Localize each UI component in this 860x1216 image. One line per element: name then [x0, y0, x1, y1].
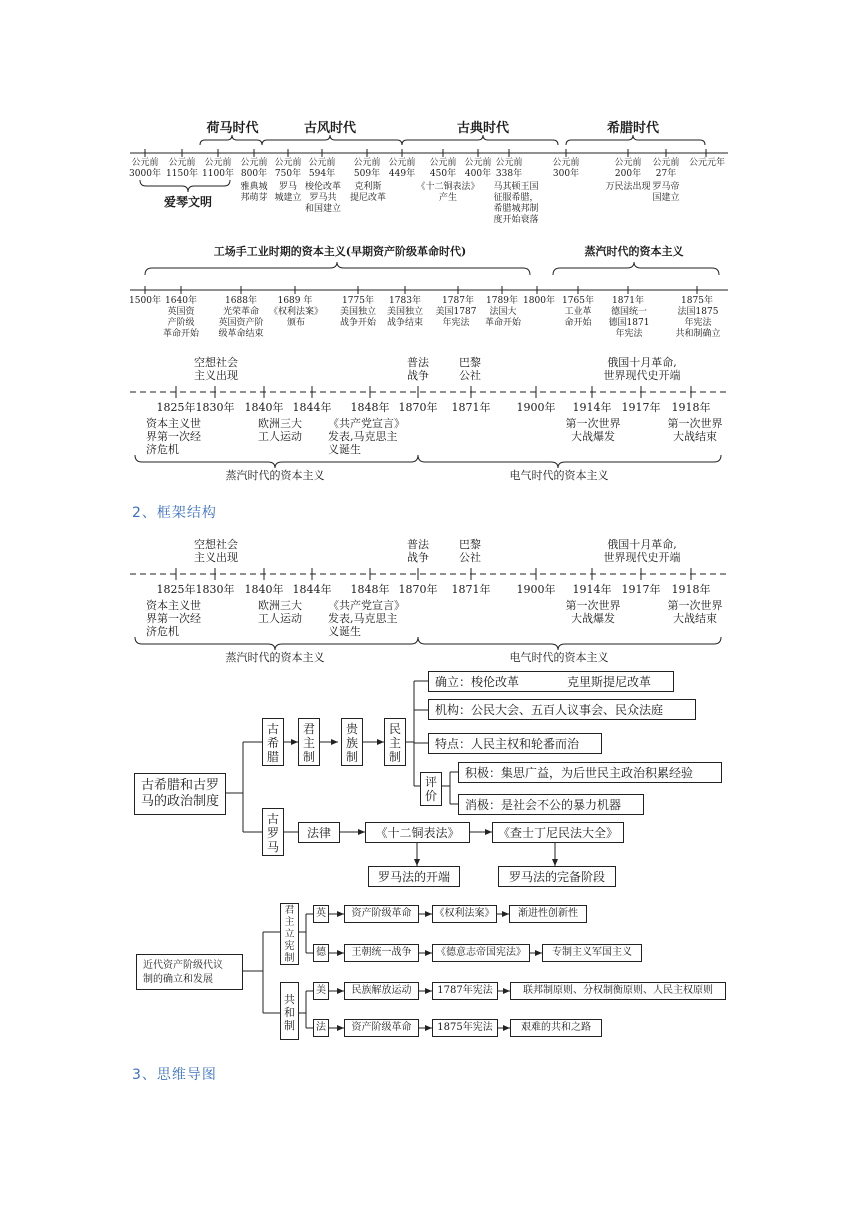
tick-label: 1875年 — [681, 296, 713, 306]
event-note: 美国1787 年宪法 — [435, 307, 477, 328]
country-usa: 美 — [313, 982, 329, 1000]
event-above: 俄国十月革命, 世界现代史开端 — [603, 538, 681, 564]
country-britain: 英 — [313, 905, 329, 923]
tick-label: 1840年 — [244, 583, 284, 596]
event-above: 普法 战争 — [407, 356, 429, 382]
tick-label: 1900年 — [516, 583, 556, 596]
event-node: 王朝统一战争 — [344, 944, 419, 962]
node-justinian-code: 《查士丁尼民法大全》 — [492, 822, 624, 843]
event-note: 工业革 命开始 — [564, 307, 592, 328]
tick-label: 公元前 449年 — [388, 158, 416, 179]
section-heading-mindmap: 3、思维导图 — [132, 1067, 217, 1083]
tick-label: 公元前 1100年 — [202, 158, 234, 179]
section-heading-framework: 2、框架结构 — [132, 505, 217, 521]
tick-label: 1844年 — [292, 401, 332, 414]
node-features: 特点：人民主权和轮番而治 — [428, 733, 602, 754]
result-node: 艰难的共和之路 — [510, 1019, 602, 1037]
tick-label: 1840年 — [244, 401, 284, 414]
tick-label: 1830年 — [195, 583, 235, 596]
event-above: 俄国十月革命, 世界现代史开端 — [603, 356, 681, 382]
node-roman-law-complete: 罗马法的完备阶段 — [498, 866, 616, 887]
result-node: 专制主义军国主义 — [542, 944, 642, 962]
tick-label: 公元前 800年 — [240, 158, 268, 179]
tick-label: 1870年 — [398, 401, 438, 414]
tick-label: 公元前 3000年 — [129, 158, 161, 179]
node-democracy: 民 主 制 — [384, 718, 406, 766]
event-above: 空想社会 主义出现 — [194, 356, 238, 382]
node-negative: 消极：是社会不公的暴力机器 — [458, 794, 644, 815]
node-establish — [428, 671, 674, 692]
event-above: 普法 战争 — [407, 538, 429, 564]
event-node: 资产阶级革命 — [344, 1019, 419, 1037]
tick-label: 公元前 594年 — [308, 158, 336, 179]
tick-label: 1871年 — [451, 583, 491, 596]
event-below: 欧洲三大 工人运动 — [258, 417, 302, 443]
event-below: 资本主义世 界第一次经 济危机 — [146, 599, 201, 638]
event-note: 光荣革命 英国资产阶 级革命结束 — [218, 307, 264, 339]
event-above: 巴黎 公社 — [459, 538, 481, 564]
event-note: 美国独立 战争结束 — [386, 307, 423, 328]
tick-label: 公元前 400年 — [464, 158, 492, 179]
event-below: 资本主义世 界第一次经 济危机 — [146, 417, 201, 456]
tick-label: 1787年 — [442, 296, 474, 306]
event-below: 《共产党宣言》 发表,马克思主 义诞生 — [328, 599, 405, 638]
tick-label: 公元前 509年 — [353, 158, 381, 179]
node-law: 法律 — [298, 822, 340, 843]
tick-label: 1500年 — [129, 296, 161, 306]
node-twelve-tables: 《十二铜表法》 — [365, 822, 470, 843]
tick-label: 1914年 — [572, 583, 612, 596]
event-below: 第一次世界 大战结束 — [667, 599, 723, 625]
era-label: 古风时代 — [303, 121, 356, 136]
node-monarchy: 君 主 制 — [298, 718, 320, 766]
establish-target: 克里斯提尼改革 — [567, 675, 652, 689]
node-aristocracy: 贵 族 制 — [341, 718, 363, 766]
event-note: 《十二铜表法》 产生 — [416, 182, 480, 203]
event-node: 民族解放运动 — [344, 982, 419, 1000]
tick-label: 1825年 — [156, 401, 196, 414]
tick-label: 公元前 750年 — [274, 158, 302, 179]
event-note: 《权利法案》 颁布 — [268, 307, 323, 328]
event-below: 第一次世界 大战爆发 — [565, 417, 621, 443]
event-node: 资产阶级革命 — [344, 905, 419, 923]
era-label: 荷马时代 — [206, 121, 259, 136]
event-below: 欧洲三大 工人运动 — [258, 599, 302, 625]
event-above: 巴黎 公社 — [459, 356, 481, 382]
period-label: 蒸汽时代的资本主义 — [225, 469, 325, 482]
tick-label: 1848年 — [350, 401, 390, 414]
event-note: 克利斯 提尼改革 — [349, 182, 386, 203]
event-note: 梭伦改革 罗马共 和国建立 — [304, 182, 341, 214]
node-constitutional-monarchy: 君 主 立 宪 制 — [280, 903, 299, 965]
tick-label: 1783年 — [389, 296, 421, 306]
event-note: 万民法出现 — [605, 182, 651, 192]
node-ancient-rome: 古 罗 马 — [262, 808, 284, 856]
node-positive: 积极：集思广益，为后世民主政治积累经验 — [458, 762, 722, 783]
tick-label: 公元前 27年 — [652, 158, 680, 179]
event-below: 第一次世界 大战爆发 — [565, 599, 621, 625]
tick-label: 公元前 1150年 — [166, 158, 198, 179]
tick-label: 公元前 338年 — [495, 158, 523, 179]
event-above: 空想社会 主义出现 — [194, 538, 238, 564]
event-note: 罗马帝 国建立 — [652, 182, 680, 203]
tick-label: 1825年 — [156, 583, 196, 596]
tick-label: 1848年 — [350, 583, 390, 596]
event-note: 罗马 城建立 — [274, 182, 302, 203]
node-institutions: 机构：公民大会、五百人议事会、民众法庭 — [428, 699, 696, 720]
node-evaluation: 评 价 — [420, 772, 442, 806]
node-roman-law-beginning: 罗马法的开端 — [368, 866, 460, 887]
tick-label: 1689 年 — [277, 296, 313, 306]
result-node: 联邦制原则、分权制衡原则、人民主权原则 — [510, 982, 726, 1000]
aegean-civilization-label: 爱琴文明 — [163, 195, 212, 209]
tick-label: 1918年 — [671, 401, 711, 414]
node-republic: 共 和 制 — [280, 982, 299, 1040]
tick-label: 1917年 — [621, 401, 661, 414]
event-note: 马其顿王国 征服希腊， 希腊城邦制 度开始衰落 — [493, 182, 539, 225]
tick-label: 1914年 — [572, 401, 612, 414]
root-node: 近代资产阶级代议 制的确立和发展 — [136, 954, 243, 990]
law-node: 1787年宪法 — [432, 982, 498, 1000]
tick-label: 1775年 — [342, 296, 374, 306]
tick-label: 公元元年 — [688, 158, 725, 168]
law-node: 《德意志帝国宪法》 — [432, 944, 530, 962]
event-note: 美国独立 战争开始 — [339, 307, 376, 328]
node-ancient-greece: 古 希 腊 — [262, 718, 284, 766]
period-label: 蒸汽时代的资本主义 — [584, 245, 684, 258]
result-node: 渐进性创新性 — [509, 905, 587, 923]
tick-label: 公元前 300年 — [552, 158, 580, 179]
era-label: 古典时代 — [456, 121, 509, 136]
tick-label: 1688年 — [225, 296, 257, 306]
root-node: 古希腊和古罗 马的政治制度 — [134, 773, 226, 815]
event-below: 第一次世界 大战结束 — [667, 417, 723, 443]
event-note: 雅典城 邦萌芽 — [240, 182, 268, 203]
country-france: 法 — [313, 1019, 329, 1037]
era-label: 希腊时代 — [606, 121, 659, 136]
event-note: 法国大 革命开始 — [484, 307, 521, 328]
period-label: 蒸汽时代的资本主义 — [225, 651, 325, 664]
event-below: 《共产党宣言》 发表,马克思主 义诞生 — [328, 417, 405, 456]
tick-label: 1789年 — [486, 296, 518, 306]
law-node: 1875年宪法 — [432, 1019, 498, 1037]
tick-label: 公元前 450年 — [429, 158, 457, 179]
period-label: 电气时代的资本主义 — [509, 651, 609, 664]
law-node: 《权利法案》 — [432, 905, 497, 923]
tick-label: 1844年 — [292, 583, 332, 596]
event-note: 德国统一 德国1871 年宪法 — [608, 307, 650, 339]
establish-text: 确立：梭伦改革 — [435, 675, 520, 689]
tick-label: 1870年 — [398, 583, 438, 596]
tick-label: 1800年 — [523, 296, 555, 306]
tick-label: 1918年 — [671, 583, 711, 596]
tick-label: 公元前 200年 — [614, 158, 642, 179]
tick-label: 1765年 — [562, 296, 594, 306]
tick-label: 1640年 — [165, 296, 197, 306]
tick-label: 1830年 — [195, 401, 235, 414]
event-note: 法国1875 年宪法 共和制确立 — [675, 307, 721, 339]
period-label: 工场手工业时期的资本主义(早期资产阶级革命时代) — [213, 245, 467, 258]
tick-label: 1871年 — [451, 401, 491, 414]
country-germany: 德 — [313, 944, 329, 962]
tick-label: 1917年 — [621, 583, 661, 596]
period-label: 电气时代的资本主义 — [509, 469, 609, 482]
event-note: 英国资 产阶级 革命开始 — [162, 307, 199, 339]
tick-label: 1871年 — [612, 296, 644, 306]
tick-label: 1900年 — [516, 401, 556, 414]
